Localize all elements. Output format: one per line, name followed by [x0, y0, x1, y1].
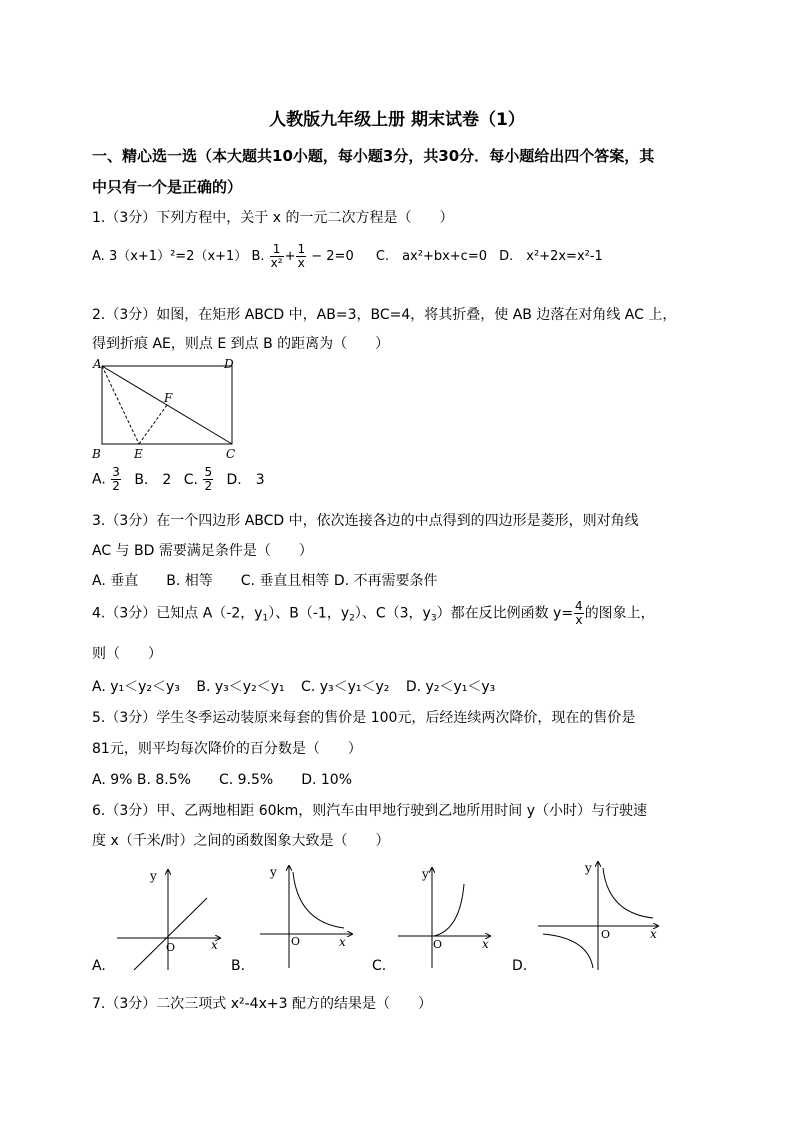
- section-heading-line2: 中只有一个是正确的）: [92, 178, 243, 196]
- graph-b-curve: [293, 872, 344, 928]
- q2-option-b: B. 2: [134, 471, 172, 488]
- q4-sub-2: 2: [349, 613, 355, 624]
- graph-a: [117, 869, 220, 970]
- section-heading-line1: 一、精心选一选（本大题共10小题，每小题3分，共30分．每小题给出四个答案，其: [92, 147, 655, 165]
- q1-option-b-plus: +: [284, 249, 296, 264]
- graph-d: [538, 861, 658, 970]
- q1-option-b-tail: − 2=0: [311, 249, 354, 264]
- question-5-line2: 81元，则平均每次降价的百分数是（ ）: [92, 741, 362, 757]
- q4-option-a: A. y₁＜y₂＜y₃: [92, 679, 180, 695]
- graph-c: [398, 867, 490, 968]
- label-f: F: [164, 391, 173, 405]
- question-7-stem: 7.（3分）二次三项式 x²-4x+3 配方的结果是（ ）: [92, 996, 432, 1012]
- q2-option-c-frac: $\frac{5}{2}$: [204, 465, 213, 493]
- q2-option-a-label: A.: [92, 471, 106, 488]
- q6-option-d-label: D.: [512, 958, 528, 974]
- question-3-line1: 3.（3分）在一个四边形 ABCD 中，依次连接各边的中点得到的四边形是菱形，则对角线: [92, 513, 639, 529]
- fold-line-ae: [102, 366, 139, 444]
- q4-text-mid2: ）、C（3，y: [354, 605, 431, 622]
- question-6-line2: 度 x（千米/时）之间的函数图象大致是（ ）: [92, 833, 390, 849]
- q1-option-c: C. ax²+bx+c=0: [375, 249, 487, 264]
- question-2-line2: 得到折痕 AE，则点 E 到点 B 的距离为（ ）: [92, 336, 390, 352]
- q2-option-a-frac: $\frac{3}{2}$: [112, 465, 120, 493]
- label-a: A: [93, 357, 102, 371]
- graph-b-x-label: x: [339, 935, 346, 949]
- q4-text-pre: 4.（3分）已知点 A（-2，y: [92, 605, 263, 622]
- label-c: C: [226, 447, 236, 461]
- graph-c-x-label: x: [482, 937, 489, 951]
- q1-option-d: D. x²+2x=x²-1: [499, 249, 603, 264]
- q1-option-b-frac2: $\frac{1}{x}$: [297, 242, 306, 270]
- question-4-line1: [92, 600, 655, 627]
- fold-line-ef: [139, 405, 167, 444]
- graph-a-origin: O: [166, 941, 176, 954]
- question-1-stem: 1.（3分）下列方程中，关于 x 的一元二次方程是（ ）: [92, 210, 454, 226]
- graph-b-y-label: y: [270, 865, 277, 879]
- graph-b-origin: O: [291, 935, 301, 948]
- graph-b: [260, 865, 352, 968]
- label-b: B: [92, 447, 101, 461]
- q4-text-mid1: ）、B（-1，y: [268, 605, 350, 622]
- graph-d-curve-upper: [603, 868, 653, 918]
- q1-option-b-frac1: $\frac{1}{\text{x²}}$: [270, 242, 283, 270]
- q4-option-b: B. y₃＜y₂＜y₁: [196, 679, 285, 695]
- q1-option-b-label: B.: [251, 249, 265, 264]
- graph-d-curve-lower: [543, 934, 593, 968]
- q2-option-c-label: C.: [183, 471, 198, 488]
- page-title: 人教版九年级上册 期末试卷（1）: [269, 110, 525, 130]
- question-5-line1: 5.（3分）学生冬季运动装原来每套的售价是 100元，后经连续两次降价，现在的售价是: [92, 710, 636, 726]
- q6-option-a-label: A.: [92, 958, 106, 974]
- question-3-options: A. 垂直 B. 相等 C. 垂直且相等 D. 不再需要条件: [92, 573, 438, 589]
- question-5-options: A. 9% B. 8.5% C. 9.5% D. 10%: [92, 772, 353, 788]
- q6-option-c-label: C.: [372, 958, 387, 974]
- q1-option-a: 3（x+1）²=2（x+1）: [108, 249, 248, 264]
- graph-d-x-label: x: [650, 927, 657, 941]
- question-6-line1: 6.（3分）甲、乙两地相距 60km，则汽车由甲地行驶到乙地所用时间 y（小时）与行驶速: [92, 803, 648, 819]
- question-2-line1: 2.（3分）如图，在矩形 ABCD 中，AB=3，BC=4，将其折叠，使 AB 边落在对角线 AC 上，: [92, 307, 677, 323]
- question-2-options: [92, 466, 265, 493]
- rectangle-fold-figure: [88, 352, 248, 464]
- graph-d-y-label: y: [585, 861, 592, 875]
- question-4-options: [92, 676, 495, 696]
- q4-option-d: D. y₂＜y₁＜y₃: [405, 679, 496, 695]
- question-4-line2: 则（ ）: [92, 646, 162, 662]
- q1-option-a-label: A.: [92, 249, 105, 264]
- q4-sub-3: 3: [430, 613, 437, 624]
- q4-text-mid3: ）都在反比例函数 y=: [436, 605, 574, 622]
- q6-option-b-label: B.: [231, 958, 246, 974]
- q4-option-c: C. y₃＜y₁＜y₂: [301, 679, 390, 695]
- label-e: E: [134, 447, 143, 461]
- graph-a-x-label: x: [211, 938, 218, 952]
- q4-sub-1: 1: [262, 613, 269, 624]
- question-1-options: [92, 243, 603, 270]
- question-3-line2: AC 与 BD 需要满足条件是（ ）: [92, 543, 313, 559]
- label-d: D: [224, 357, 234, 371]
- q2-option-d: D. 3: [226, 471, 265, 488]
- q4-function-frac: $\frac{4}{x}$: [575, 599, 583, 627]
- graph-a-line: [134, 898, 207, 970]
- graph-c-origin: O: [433, 938, 443, 951]
- graph-a-y-label: y: [150, 869, 157, 883]
- q4-text-post: 的图象上，: [584, 605, 655, 622]
- graph-c-y-label: y: [422, 867, 429, 881]
- graph-d-origin: O: [601, 928, 611, 941]
- graph-c-curve: [434, 884, 464, 936]
